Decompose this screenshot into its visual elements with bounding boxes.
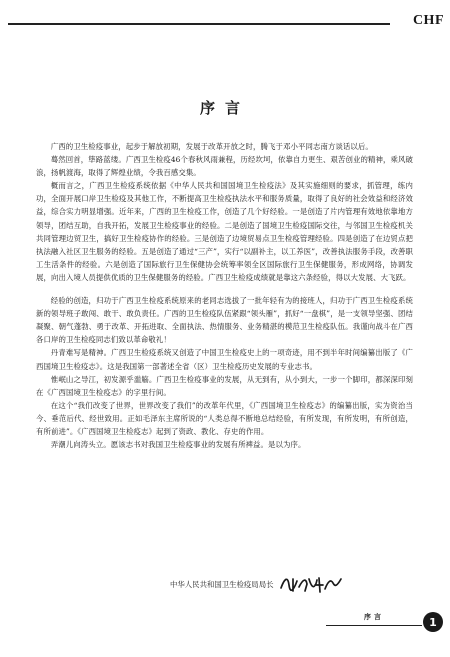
footer-rule	[326, 625, 422, 626]
paragraph-5: 丹青难写是精神。广西卫生检疫系统又创造了中国卫生检疫史上的一项奇迹，用不到半年时间编纂出版了《广西国境卫生检疫志》。这是我国第一部著述全省（区）卫生检疫历史发展的专业志书。	[36, 348, 413, 371]
paragraph-2: 蓦然回首，筚路蓝缕。广西卫生检疫46个春秋风雨兼程，历经坎坷，依靠自力更生、艰苦创业的精神，乘风破浪，扬帆渡海，取得了辉煌业绩，令我百感交集。	[36, 155, 413, 178]
preface-body	[36, 140, 413, 451]
header-code: CHF	[412, 13, 444, 28]
paragraph-8: 弄潮儿向涛头立。愿该志书对我国卫生检疫事业的发展有所裨益。是以为序。	[50, 440, 306, 450]
paragraph-4: 经验的创造，归功于广西卫生检疫系统原来的老同志选拔了一批年轻有为的接班人，归功于广西卫生检疫系统新的领导班子敢闯、敢干、敢负责任。广西的卫生检疫队伍紧跟“领头雁”，抓好“一盘棋”，是一支领导坚强、团结凝聚、朝气蓬勃、勇于改革、开拓进取、全面执法、热情服务、业务精湛的模范卫生检疫队伍。我谨向战斗在广西各口岸的卫生检疫同志们致以革命敬礼！	[36, 296, 413, 345]
footer-section-label: 序言	[364, 613, 384, 621]
paragraph-3: 概而言之，广西卫生检疫系统依据《中华人民共和国国境卫生检疫法》及其实施细则的要求，抓管理，练内功，全面开展口岸卫生检疫及其他工作，不断提高卫生检疫执法水平和服务质量，取得了良好的社会效益和经济效益，综合实力明显增强。近年来，广西的卫生检疫工作，创造了几个好经验。一是创造了片内管理有效地依靠地方领导，团结互助，自我开拓，发展卫生检疫事业的经验。二是创造了国境卫生检疫国际交往，与邻国卫生检疫机关共同管理边贸卫生，搞好卫生检疫协作的经验。三是创造了边境贸易点卫生检疫管理经验。四是创造了在边贸点把执法融入社区卫生服务的经验。五是创造了通过“三产”，实行“以副补主，以工养医”，改善执法服务手段，改善职工生活条件的经验。六是创造了国际旅行卫生保健协会统筹率领全区国际旅行卫生保健服务，形成网络，协调发展，向出入境人员提供优质的卫生保健服务的经验。广西卫生检疫成绩就是靠这六条经验，得以大发展、大飞跃。	[36, 181, 413, 282]
signature-block	[170, 572, 420, 596]
page-title: 序言	[199, 99, 250, 117]
header-rule	[8, 23, 390, 25]
paragraph-7: 在这个“我们改变了世界，世界改变了我们”的改革年代里，《广西国境卫生检疫志》的编纂出版，实为资治当今、垂范后代、经世致用。正如毛泽东主席所说的“人类总得不断地总结经验，有所发现，有所发明，有所创造，有所前进”。《广西国境卫生检疫志》起到了资政、教化、存史的作用。	[36, 400, 413, 436]
signature-org: 中华人民共和国卫生检疫局局长	[170, 579, 274, 589]
handwritten-signature	[279, 573, 343, 595]
page-number: 1	[423, 612, 443, 632]
paragraph-6: 惟岷山之导江，初发源乎滥觞。广西卫生检疫事业的发展，从无到有，从小到大，一步一个脚印，都深深印刻在《广西国境卫生检疫志》的字里行间。	[36, 374, 413, 397]
paragraph-1: 广西的卫生检疫事业，起步于解放初期，发展于改革开放之时，腾飞于邓小平同志南方谈话以后。	[50, 142, 373, 151]
